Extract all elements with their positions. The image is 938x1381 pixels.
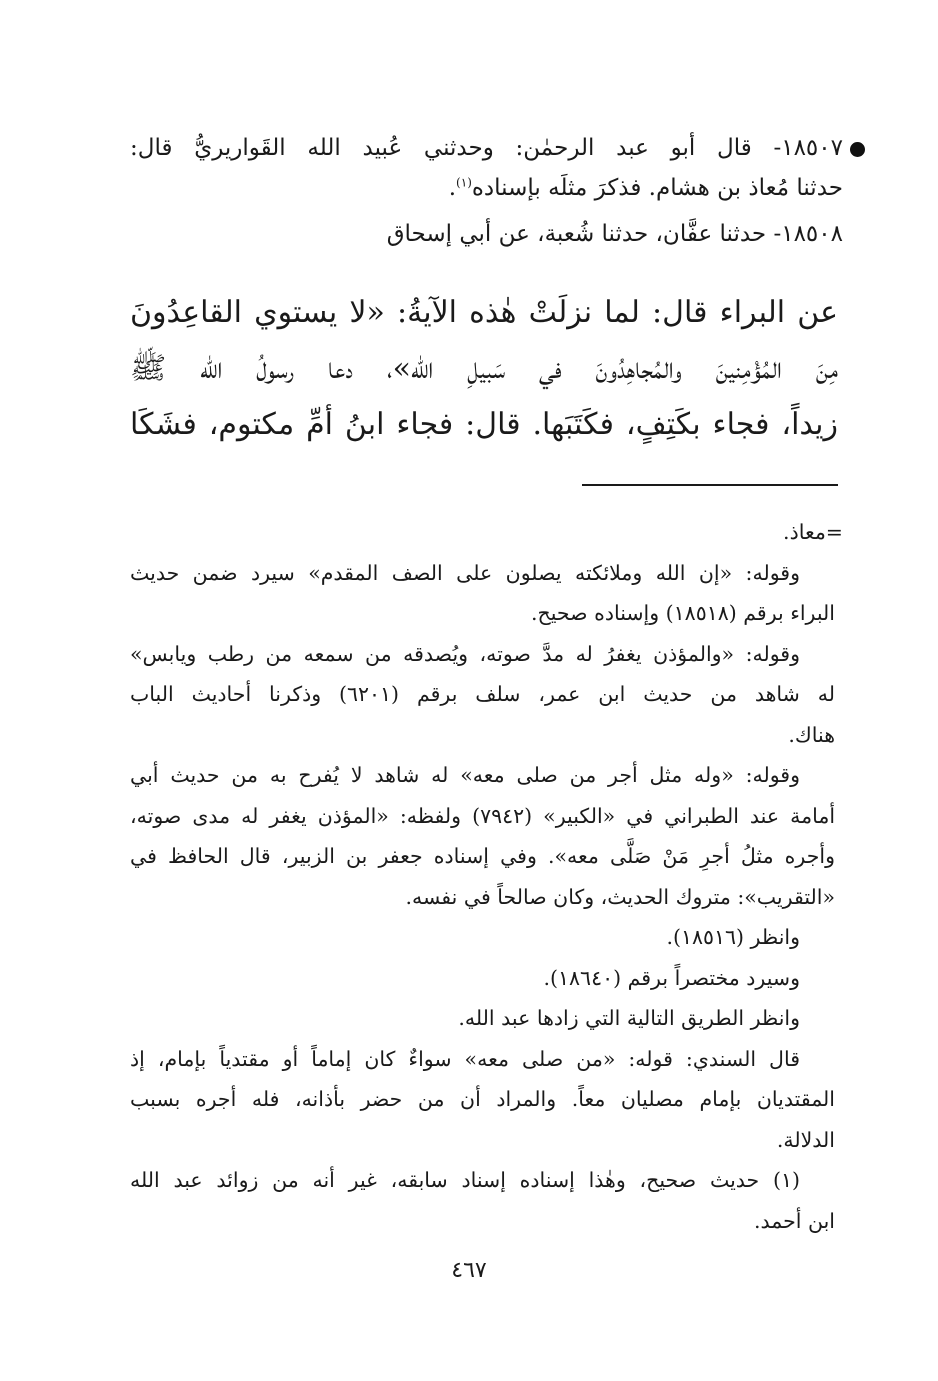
footnote-line: وقوله: «إن الله وملائكته يصلون على الصف المقدم» سيرد ضمن حديث: [130, 560, 800, 585]
footnote-line: «التقريب»: متروك الحديث، وكان صالحاً في نفسه.: [405, 884, 835, 909]
bullet-icon: [850, 142, 865, 157]
footnote-line: ابن أحمد.: [753, 1208, 835, 1233]
footnote-line: وقوله: «وله مثل أجر من صلى معه» له شاهد لا يُفرح به من حديث أبي: [130, 763, 800, 787]
footnote-line: وقوله: «والمؤذن يغفرُ له مدَّ صوته، ويُصدقه من سمعه من رطب ويابس»: [130, 641, 800, 666]
footnote-line: =معاذ.: [783, 520, 843, 544]
footnote-line: وانظر (١٨٥١٦).: [666, 925, 800, 949]
footnote-line: البراء برقم (١٨٥١٨) وإسناده صحيح.: [530, 601, 835, 625]
footnote-line: له شاهد من حديث ابن عمر، سلف برقم (٦٢٠١) وذكرنا أحاديث الباب: [130, 682, 835, 706]
footnote-line: (١) حديث صحيح، وهٰذا إسناده إسناد سابقه، غير أنه من زوائد عبد الله: [130, 1168, 800, 1192]
hadith-line: زيداً، فجاء بكَتِفٍ، فكَتَبَها. قال: فجاء ابنُ أمِّ مكتوم، فشَكَا: [130, 407, 838, 442]
hadith-1857: [130, 128, 843, 254]
footnote-line: الدلالة.: [776, 1127, 835, 1152]
footnotes: [130, 512, 843, 1241]
footnote-line: المقتديان بإمام مصليان معاً. والمراد أن من حضر بأذانه، فله أجره بسبب: [130, 1087, 835, 1111]
hadith-1857-line-2: حدثنا مُعاذ بن هشام. فذكرَ مثلَه بإسناده$^{(١)}$.: [448, 175, 843, 201]
hadith-1858-text: [130, 285, 838, 453]
hadith-line: مِنَ المُؤْمِنينَ والمُجاهِدُونَ في سَبيلِ الله»، دعا رسولُ الله ﷺ: [130, 351, 838, 386]
hadith-1857-line-1: ١٨٥٠٧- قال أبو عبد الرحمٰن: وحدثني عُبيد الله القَواريريُّ قال:: [130, 128, 843, 168]
footnote-line: أمامة عند الطبراني في «الكبير» (٧٩٤٢) ولفظه: «المؤذن يغفر له مدى صوته،: [130, 803, 836, 828]
footnote-ref[interactable]: (١): [456, 175, 472, 190]
footnote-line: قال السندي: قوله: «من صلى معه» سواءٌ كان إماماً أو مقتدياً بإمام، إذ: [130, 1046, 800, 1071]
footnote-line: وأجره مثلُ أجرِ مَنْ صَلَّى معه». وفي إسناده جعفر بن الزبير، قال الحافظ في: [130, 844, 835, 868]
hadith-1858-intro: ١٨٥٠٨- حدثنا عفَّان، حدثنا شُعبة، عن أبي إسحاق: [386, 221, 843, 247]
page-number: ٤٦٧: [451, 1258, 487, 1283]
footnote-line: وانظر الطريق التالية التي زادها عبد الله.: [458, 1006, 800, 1030]
hadith-line: عن البراء قال: لما نزلَتْ هٰذه الآيةُ: «لا يستوي القاعِدُونَ: [130, 295, 838, 330]
footnote-line: هناك.: [788, 722, 835, 747]
footnote-line: وسيرد مختصراً برقم (١٨٦٤٠).: [543, 965, 800, 990]
footnote-separator: [582, 484, 838, 486]
